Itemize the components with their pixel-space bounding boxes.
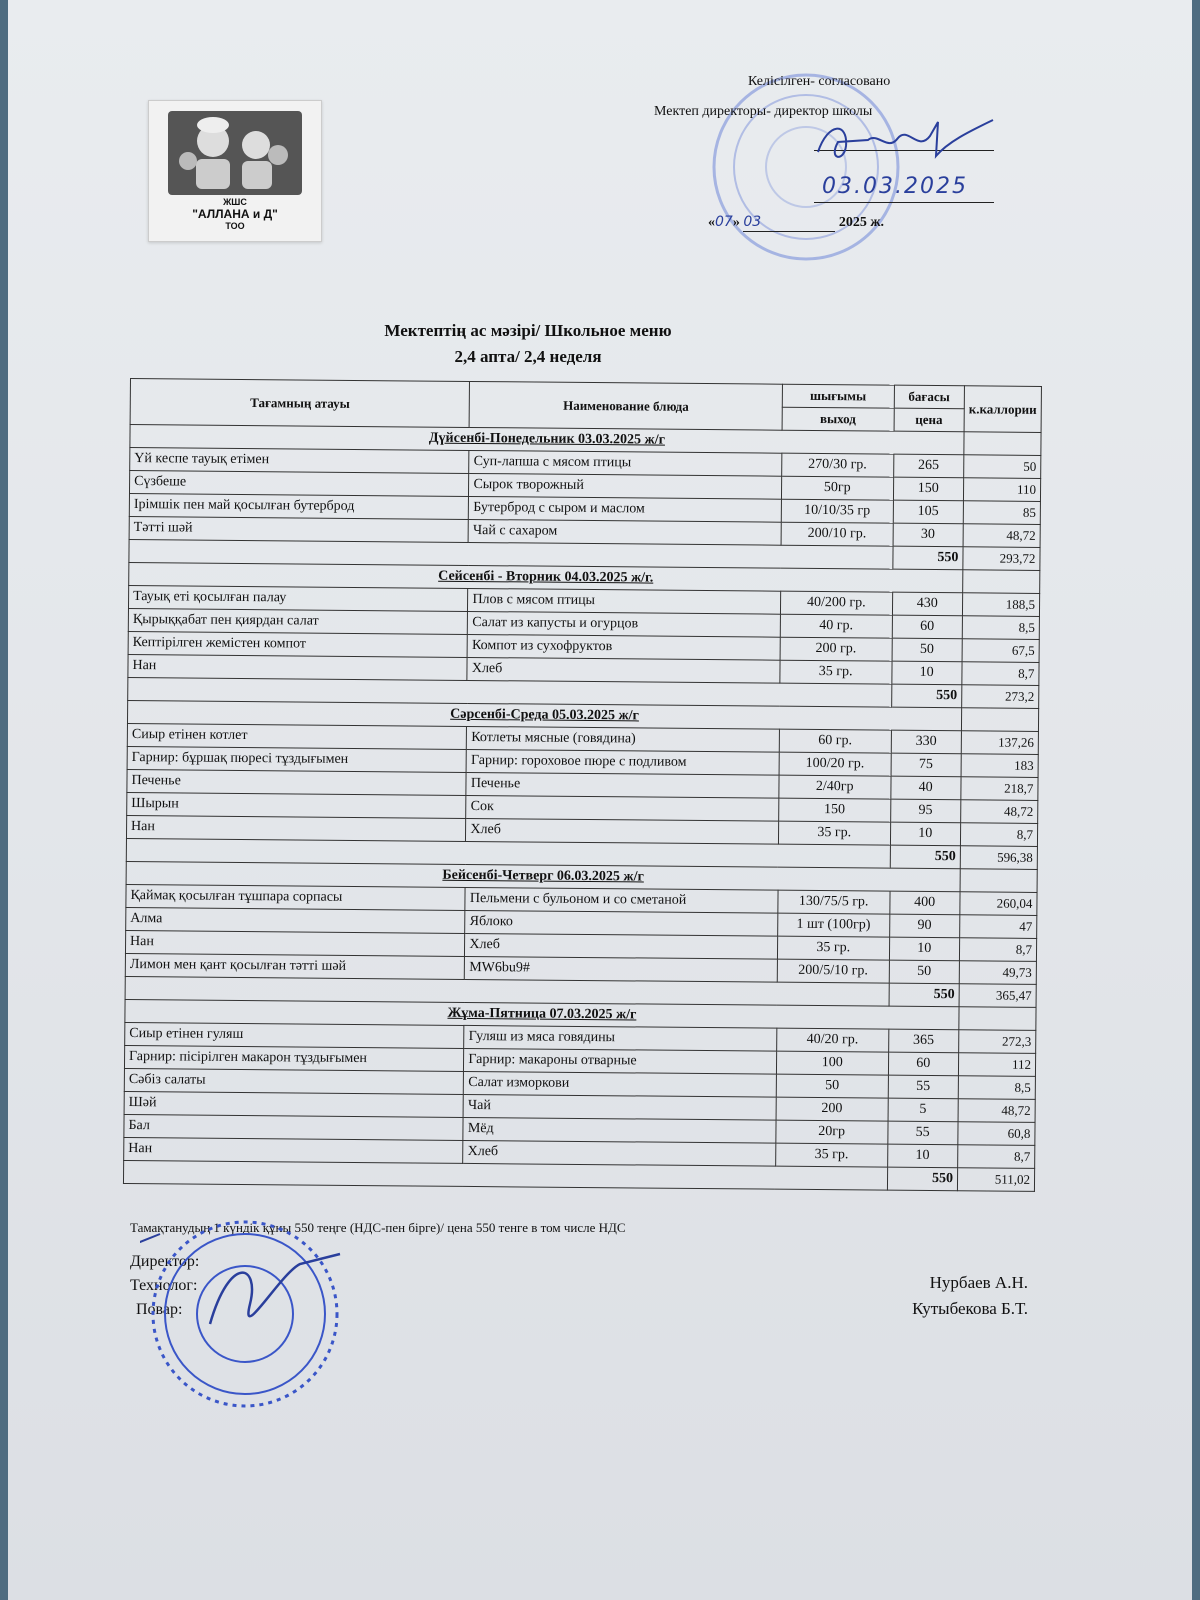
dish-price: 150	[893, 477, 964, 501]
dish-kcal: 183	[961, 754, 1038, 778]
dish-kcal: 8,7	[959, 938, 1036, 962]
dish-kcal: 50	[964, 455, 1041, 479]
dish-output: 35 гр.	[778, 821, 890, 845]
dish-price: 105	[893, 500, 964, 524]
dish-ru: Пельмени с бульоном и со сметаной	[465, 887, 778, 913]
dish-kcal: 188,5	[962, 593, 1039, 617]
total-price: 550	[892, 546, 963, 570]
dish-ru: Бутерброд с сыром и маслом	[469, 496, 782, 522]
menu-table	[123, 378, 1042, 1192]
dish-kcal: 48,72	[961, 800, 1038, 824]
dish-kk: Кептірілген жемістен компот	[128, 631, 468, 657]
dish-output: 200/5/10 гр.	[777, 959, 889, 983]
signatory-name-1: Нурбаев А.Н.	[929, 1273, 1028, 1292]
signatory-name-2: Кутыбекова Б.Т.	[912, 1299, 1028, 1318]
approval-date: «07» 03 2025 ж.	[708, 214, 884, 230]
dish-ru: Салат из капусты и огурцов	[468, 611, 781, 637]
dish-kcal: 47	[960, 915, 1037, 939]
dish-kk: Гарнир: бұршақ пюресі тұздығымен	[127, 746, 467, 772]
dish-output: 200 гр.	[780, 637, 892, 661]
dish-kk: Нан	[126, 815, 466, 841]
logo-line-2: "АЛЛАНА и Д"	[192, 207, 278, 221]
dish-kk: Сиыр етінен котлет	[127, 723, 467, 749]
dish-kcal: 8,7	[962, 662, 1039, 686]
dish-kcal: 272,3	[959, 1030, 1036, 1054]
approval-position: Мектеп директоры- директор школы	[654, 104, 873, 119]
dish-kk: Шәй	[124, 1091, 464, 1117]
dish-output: 1 шт (100гр)	[778, 913, 890, 937]
date-line	[814, 202, 994, 203]
total-kcal: 293,72	[963, 547, 1040, 571]
dish-output: 50	[776, 1074, 888, 1098]
dish-price: 5	[888, 1098, 959, 1122]
dish-kcal: 218,7	[961, 777, 1038, 801]
header-out-ru: выход	[782, 407, 894, 431]
dish-kk: Бал	[124, 1114, 464, 1140]
dish-ru: Хлеб	[465, 933, 778, 959]
empty-cell	[961, 708, 1038, 732]
document-page	[8, 0, 1192, 1600]
dish-ru: Сырок творожный	[469, 473, 782, 499]
dish-ru: Плов с мясом птицы	[468, 588, 781, 614]
cook-label: Повар:	[136, 1301, 183, 1318]
dish-price: 40	[890, 776, 961, 800]
empty-cell	[963, 570, 1040, 594]
dish-price: 365	[888, 1029, 959, 1053]
dish-kk: Сиыр етінен гуляш	[125, 1022, 465, 1048]
dish-price: 50	[892, 638, 963, 662]
dish-output: 10/10/35 гр	[781, 499, 893, 523]
dish-output: 100	[776, 1051, 888, 1075]
total-kcal: 596,38	[960, 846, 1037, 870]
dish-price: 55	[888, 1075, 959, 1099]
dish-kk: Сүзбеше	[129, 471, 469, 497]
dish-price: 330	[891, 730, 962, 754]
dish-price: 10	[889, 937, 960, 961]
dish-price: 75	[891, 753, 962, 777]
dish-ru: Печенье	[466, 772, 779, 798]
director-signature-icon	[808, 112, 998, 172]
total-kcal: 273,2	[962, 685, 1039, 709]
total-price: 550	[891, 684, 962, 708]
dish-kk: Алма	[126, 907, 466, 933]
dish-kk: Гарнир: пісірілген макарон тұздығымен	[124, 1045, 464, 1071]
dish-output: 60 гр.	[779, 729, 891, 753]
dish-output: 20гр	[776, 1120, 888, 1144]
approval-agreed: Келісілген- согласовано	[748, 74, 891, 89]
dish-output: 150	[779, 798, 891, 822]
day-title: Жұма-Пятница 07.03.2025 ж/г	[447, 1005, 637, 1023]
dish-ru: Компот из сухофруктов	[467, 634, 780, 660]
dish-ru: Чай с сахаром	[468, 519, 781, 545]
approval-day: 07	[715, 214, 733, 230]
dish-kk: Лимон мен қант қосылған тәтті шәй	[125, 953, 465, 979]
header-ru: Наименование блюда	[469, 381, 782, 430]
dish-ru: Гарнир: макароны отварные	[464, 1048, 777, 1074]
dish-output: 40/20 гр.	[777, 1028, 889, 1052]
dish-kk: Сәбіз салаты	[124, 1068, 464, 1094]
dish-ru: Гуляш из мяса говядины	[464, 1025, 777, 1051]
dish-price: 265	[893, 454, 964, 478]
empty-cell	[959, 1007, 1036, 1031]
dish-price: 95	[890, 799, 961, 823]
day-title: Сейсенбі - Вторник 04.03.2025 ж/г.	[438, 568, 654, 586]
dish-price: 50	[889, 960, 960, 984]
dish-ru: Салат изморкови	[464, 1071, 777, 1097]
dish-ru: Мёд	[463, 1117, 776, 1143]
dish-ru: Яблоко	[465, 910, 778, 936]
dish-kcal: 260,04	[960, 892, 1037, 916]
dish-kcal: 48,72	[958, 1099, 1035, 1123]
dish-kk: Тәтті шәй	[129, 516, 469, 542]
total-price: 550	[887, 1167, 958, 1191]
dish-kcal: 137,26	[961, 731, 1038, 755]
approval-year: 2025 ж.	[838, 215, 884, 230]
dish-output: 100/20 гр.	[779, 752, 891, 776]
total-price: 550	[890, 845, 961, 869]
dish-ru: Суп-лапша с мясом птицы	[469, 450, 782, 476]
dish-kk: Нан	[124, 1137, 464, 1163]
dish-ru: Котлеты мясные (говядина)	[467, 726, 780, 752]
dish-price: 10	[890, 822, 961, 846]
menu-title-line-1: Мектептің ас мәзірі/ Школьное меню	[384, 321, 672, 340]
dish-kk: Печенье	[127, 769, 467, 795]
dish-ru: Чай	[463, 1094, 776, 1120]
approval-month: 03	[743, 214, 762, 230]
total-price: 550	[889, 983, 960, 1007]
dish-ru: Сок	[466, 795, 779, 821]
dish-output: 35 гр.	[777, 936, 889, 960]
dish-kk: Тауық еті қосылған палау	[128, 585, 468, 611]
header-out-kk: шығымы	[782, 384, 894, 408]
dish-ru: Хлеб	[466, 818, 779, 844]
dish-kcal: 49,73	[959, 961, 1036, 985]
day-title: Дүйсенбі-Понедельник 03.03.2025 ж/г	[428, 430, 666, 448]
day-title: Сәрсенбі-Среда 05.03.2025 ж/г	[450, 706, 639, 724]
company-logo	[148, 100, 322, 242]
total-kcal: 511,02	[957, 1168, 1034, 1192]
dish-kcal: 48,72	[963, 524, 1040, 548]
header-kk: Тағамның атауы	[130, 379, 470, 428]
dish-price: 60	[892, 615, 963, 639]
dish-kcal: 8,5	[958, 1076, 1035, 1100]
dish-kcal: 8,7	[960, 823, 1037, 847]
header-kcal: к.каллории	[964, 386, 1041, 433]
dish-output: 130/75/5 гр.	[778, 890, 890, 914]
header-row-1	[130, 379, 1041, 410]
dish-output: 270/30 гр.	[782, 453, 894, 477]
dish-kcal: 85	[963, 501, 1040, 525]
signatory-names	[858, 1270, 1028, 1322]
menu-body	[123, 425, 1041, 1192]
dish-price: 30	[893, 523, 964, 547]
dish-kcal: 8,7	[958, 1145, 1035, 1169]
menu-title-line-2: 2,4 апта/ 2,4 неделя	[454, 347, 602, 366]
director-label: Директор:	[130, 1253, 200, 1270]
dish-price: 55	[887, 1121, 958, 1145]
dish-output: 200/10 гр.	[781, 522, 893, 546]
dish-output: 2/40гр	[779, 775, 891, 799]
menu-title	[188, 318, 868, 370]
dish-price: 10	[891, 661, 962, 685]
empty-cell	[960, 869, 1037, 893]
dish-kk: Шырын	[127, 792, 467, 818]
dish-output: 35 гр.	[776, 1143, 888, 1167]
dish-kcal: 67,5	[962, 639, 1039, 663]
dish-kcal: 112	[958, 1053, 1035, 1077]
dish-price: 430	[892, 592, 963, 616]
dish-kk: Қырыққабат пен қиярдан салат	[128, 608, 468, 634]
price-note: Тамақтанудың 1 күндік құны 550 теңге (НДС-пен бірге)/ цена 550 тенге в том числе НДС	[130, 1220, 626, 1235]
technologist-label: Технолог:	[130, 1277, 198, 1294]
dish-price: 400	[889, 891, 960, 915]
logo-line-3: ТОО	[225, 221, 245, 231]
header-price-ru: цена	[894, 408, 965, 432]
dish-kcal: 60,8	[958, 1122, 1035, 1146]
dish-price: 10	[887, 1144, 958, 1168]
header-price-kk: бағасы	[894, 385, 965, 409]
dish-ru: Хлеб	[467, 657, 780, 683]
dish-kcal: 8,5	[962, 616, 1039, 640]
dish-output: 40/200 гр.	[780, 591, 892, 615]
dish-ru: MW6bu9#	[465, 956, 778, 982]
day-title: Бейсенбі-Четверг 06.03.2025 ж/г	[442, 867, 644, 885]
dish-output: 200	[776, 1097, 888, 1121]
dish-output: 40 гр.	[780, 614, 892, 638]
dish-kcal: 110	[963, 478, 1040, 502]
dish-price: 60	[888, 1052, 959, 1076]
dish-ru: Хлеб	[463, 1140, 776, 1166]
empty-cell	[964, 432, 1041, 456]
dish-kk: Қаймақ қосылған тұшпара сорпасы	[126, 884, 466, 910]
cook-children-logo-icon	[168, 111, 302, 195]
dish-output: 35 гр.	[780, 660, 892, 684]
dish-kk: Ірімшік пен май қосылған бутерброд	[129, 493, 469, 519]
logo-line-1: ЖШС	[223, 197, 247, 207]
dish-ru: Гарнир: гороховое пюре с подливом	[466, 749, 779, 775]
dish-kk: Үй кеспе тауық етімен	[130, 448, 470, 474]
dish-price: 90	[889, 914, 960, 938]
total-kcal: 365,47	[959, 984, 1036, 1008]
dish-kk: Нан	[128, 654, 468, 680]
handwritten-date: 03.03.2025	[822, 174, 968, 199]
dish-output: 50гр	[781, 476, 893, 500]
company-round-stamp-icon	[140, 1214, 350, 1414]
dish-kk: Нан	[125, 930, 465, 956]
